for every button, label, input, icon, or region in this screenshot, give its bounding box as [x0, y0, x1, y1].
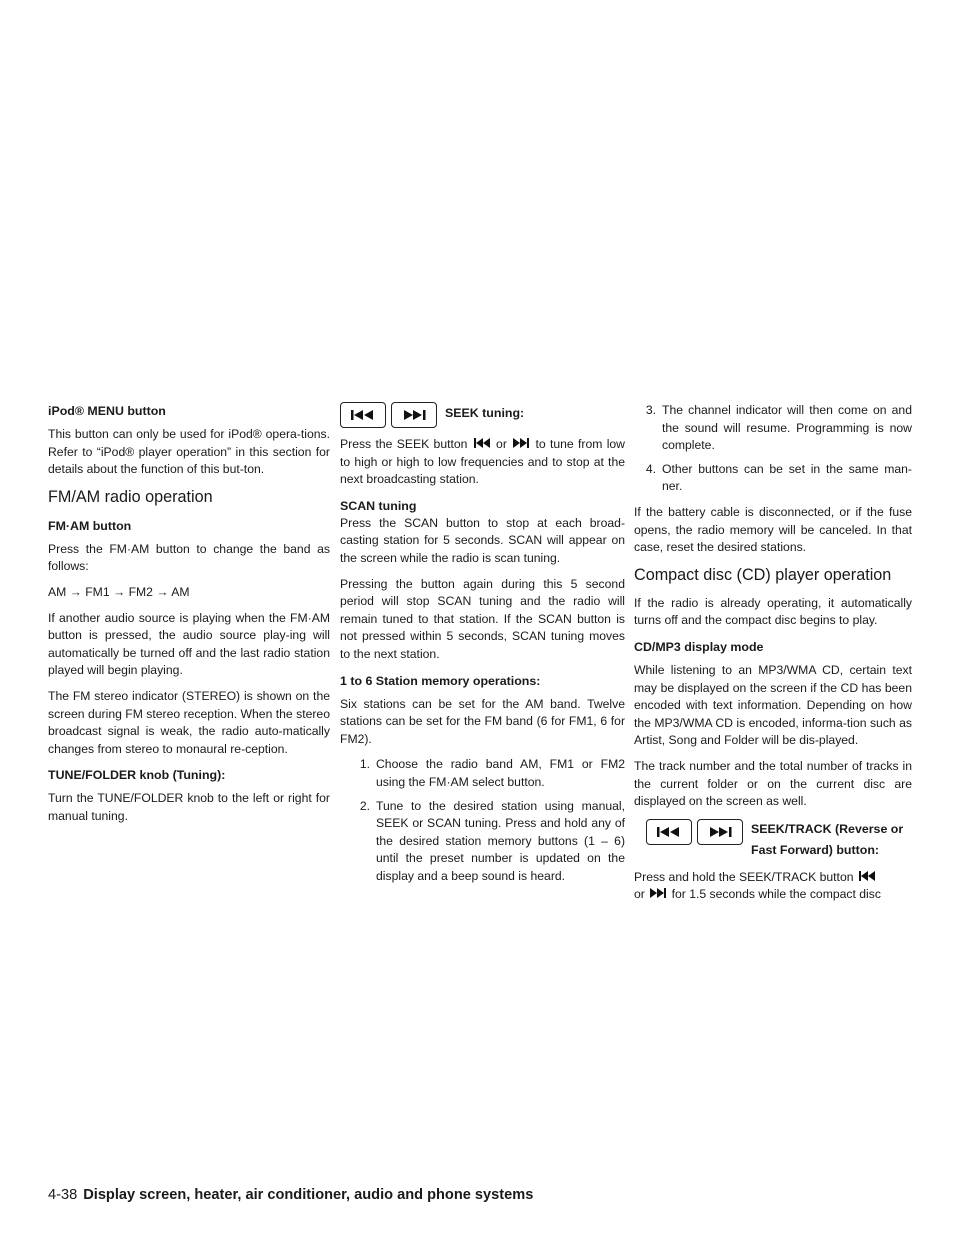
mp3-text-1: While listening to an MP3/WMA CD, certain text may be displayed on the screen if the CD has been encoded with text information. Depending on how the MP3/WMA CD is encoded, informa-tion such as Artist, Song and Folder will be dis-played. — [634, 662, 912, 748]
press-hold-text-b: for 1.5 seconds while the compact disc — [671, 887, 881, 902]
press-hold-text-a: Press and hold the SEEK/TRACK button — [634, 869, 854, 884]
fmam-section-heading: FM/AM radio operation — [48, 487, 213, 506]
fmam-button-heading: FM·AM button — [48, 518, 132, 533]
step-number: 4. — [645, 461, 656, 476]
tune-heading: TUNE/FOLDER knob (Tuning): — [48, 768, 226, 783]
seek-track-heading-row — [646, 819, 912, 861]
seek-text-or: or — [496, 437, 507, 451]
seek-forward-icon — [513, 436, 529, 454]
stereo-text: The FM stereo indicator (STEREO) is shown on the screen during FM stereo reception. When the stereo broadcast signal is weak, the radio auto-matically changes from stereo to monaural re-ception. — [48, 688, 330, 756]
seek-track-button-pair — [646, 819, 743, 845]
band-sequence: AM → FM1 → FM2 → AM — [48, 584, 190, 599]
seek-track-heading — [751, 819, 903, 861]
seek-text — [340, 436, 625, 489]
battery-text: If the battery cable is disconnected, or if the fuse opens, the radio memory will be canceled. In that case, reset the desired stations. — [634, 504, 912, 555]
seek-forward-icon — [391, 402, 437, 428]
seek-forward-icon — [650, 886, 666, 904]
cd-section-heading: Compact disc (CD) player operation — [634, 565, 892, 584]
step-text: Choose the radio band AM, FM1 or FM2 using the FM·AM select button. — [376, 757, 625, 789]
press-hold-text-or: or — [634, 887, 645, 902]
list-item — [634, 461, 912, 496]
seek-back-icon — [859, 869, 875, 887]
tune-text: Turn the TUNE/FOLDER knob to the left or right for manual tuning. — [48, 791, 330, 823]
list-item — [340, 798, 625, 886]
fmam-text: Press the FM·AM button to change the band as follows: — [48, 541, 330, 574]
ipod-menu-text: This button can only be used for iPod® opera-tions. Refer to “iPod® player operation” in this section for details about the function of this but-ton. — [48, 427, 330, 477]
mp3-text-2: The track number and the total number of tracks in the current folder or on the current disc are displayed on the screen as well. — [634, 758, 912, 809]
scan-text-1: Press the SCAN button to stop at each broad-casting station for 5 seconds. SCAN will appear on the screen while the radio is scan tuning. — [340, 515, 625, 565]
column-1 — [48, 402, 330, 834]
step-text: The channel indicator will then come on and the sound will resume. Programming is now complete. — [662, 403, 912, 453]
seek-back-icon — [646, 819, 692, 845]
seek-button-pair — [340, 402, 437, 428]
step-number: 2. — [359, 798, 370, 813]
scan-text-2: Pressing the button again during this 5 second period will stop SCAN tuning and the radio will remain tuned to that station. If the SCAN button is not pressed within 5 seconds, SCAN tuning moves to the next station. — [340, 576, 625, 661]
list-item — [340, 756, 625, 791]
column-2 — [340, 402, 625, 893]
memory-steps-list — [340, 756, 625, 885]
cd-text: If the radio is already operating, it automatically turns off and the compact disc begins to play. — [634, 595, 912, 628]
column-3 — [634, 402, 912, 912]
seek-text-a: Press the SEEK button — [340, 437, 468, 451]
mp3-heading: CD/MP3 display mode — [634, 639, 764, 654]
ipod-menu-heading: iPod® MENU button — [48, 404, 166, 418]
seek-text-b: to tune from low to high or high to low frequencies and to stop at the next broadcasting station. — [340, 437, 625, 487]
another-source-text: If another audio source is playing when the FM·AM button is pressed, the audio source play-ing will automatically be turned off and the last radio station played will begin playing. — [48, 610, 330, 678]
seek-tuning-heading: SEEK tuning: — [445, 406, 525, 420]
seek-track-heading-line-1: SEEK/TRACK (Reverse or — [751, 821, 904, 836]
press-hold-text — [634, 869, 912, 904]
memory-heading: 1 to 6 Station memory operations: — [340, 673, 541, 688]
memory-text: Six stations can be set for the AM band. Twelve stations can be set for the FM band (6 for FM1, 6 for FM2). — [340, 696, 625, 746]
step-text: Other buttons can be set in the same man-ner. — [662, 461, 912, 494]
scan-heading: SCAN tuning — [340, 498, 417, 513]
step-number: 1. — [359, 757, 370, 772]
footer-title: Display screen, heater, air conditioner, audio and phone systems — [83, 1187, 534, 1203]
memory-steps-list-cont — [634, 402, 912, 496]
step-number: 3. — [645, 403, 656, 417]
seek-heading-row — [340, 402, 625, 428]
seek-back-icon — [474, 436, 490, 454]
page-footer — [48, 1186, 912, 1204]
seek-forward-icon — [697, 819, 743, 845]
step-text: Tune to the desired station using manual, SEEK or SCAN tuning. Press and hold any of the desired station memory buttons (1 – 6) until the preset number is updated on the display and a beep sound is heard. — [376, 798, 625, 883]
page-number: 4-38 — [48, 1187, 78, 1203]
seek-back-icon — [340, 402, 386, 428]
list-item — [634, 402, 912, 455]
seek-track-heading-line-2: Fast Forward) button: — [751, 842, 880, 857]
